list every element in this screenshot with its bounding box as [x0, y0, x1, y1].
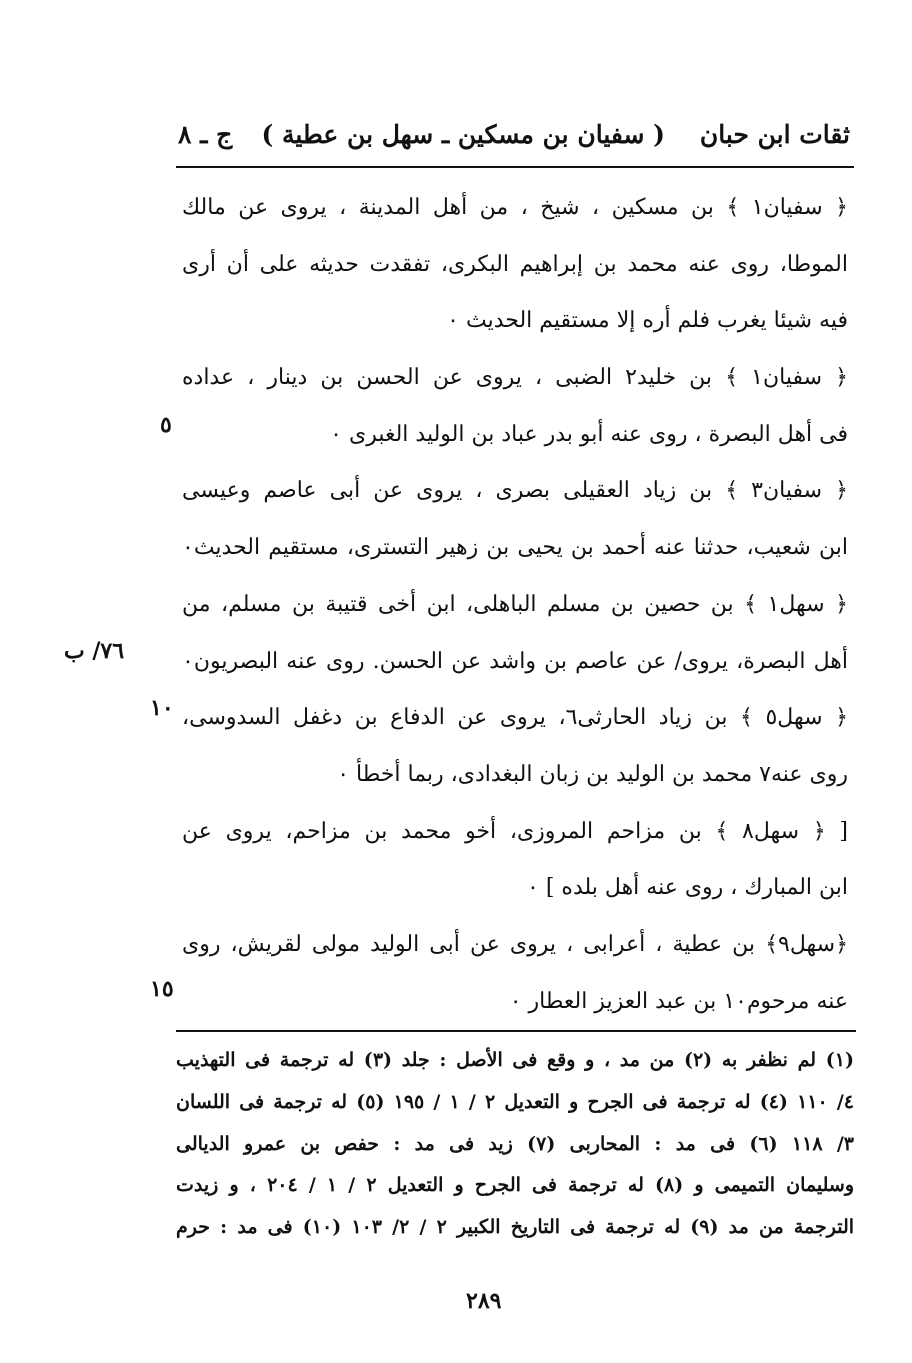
line-marker-10: ١٠ [150, 695, 174, 721]
main-text [182, 180, 848, 1030]
footnote-rule [176, 1030, 856, 1032]
text-line: ابن شعيب، حدثنا عنه أحمد بن يحيى بن زهير التسترى، مستقيم الحديث٠ [182, 535, 848, 561]
text-line: ﴿ سفيان١ ﴾ بن خليد٢ الضبى ، يروى عن الحسن بن دينار ، عداده [182, 365, 848, 391]
header-rule [176, 166, 854, 168]
text-line: عنه مرحوم١٠ بن عبد العزيز العطار ٠ [509, 988, 848, 1014]
text-line: أهل البصرة، يروى/ عن عاصم بن واشد عن الحسن. روى عنه البصريون٠ [182, 648, 848, 674]
volume-number: ج ـ ٨ [178, 120, 233, 149]
text-line: ﴿ سفيان١ ﴾ بن مسكين ، شيخ ، من أهل المدينة ، يروى عن مالك [182, 195, 848, 220]
text-line: ابن المبارك ، روى عنه أهل بلده ] ٠ [527, 875, 848, 901]
folio-marker: ٧٦/ ب [64, 638, 125, 664]
text-line: [ ﴿ سهل٨ ﴾ بن مزاحم المروزى، أخو محمد بن مزاحم، يروى عن [182, 818, 848, 844]
running-header [178, 120, 850, 166]
text-line: الموطا، روى عنه محمد بن إبراهيم البكرى، تفقدت حديثه على أن أرى [182, 251, 848, 277]
text-line: ﴿ سفيان٣ ﴾ بن زياد العقيلى بصرى ، يروى عن أبى عاصم وعيسى [182, 478, 848, 504]
footnotes [176, 1040, 854, 1249]
footnote-line: (١) لم نظفر به (٢) من مد ، و وقع فى الأصل : جلد (٣) له ترجمة فى التهذيب [176, 1049, 854, 1071]
line-marker-15: ١٥ [150, 976, 174, 1002]
text-line: ﴿سهل٩﴾ بن عطية ، أعرابى ، يروى عن أبى الوليد مولى لقريش، روى [182, 931, 848, 957]
footnote-line: الترجمة من مد (٩) له ترجمة فى التاريخ الكبير ٢ / ٢/ ١٠٣ (١٠) فى مد : حرم [176, 1216, 854, 1239]
page-number: ٢٨٩ [466, 1288, 502, 1314]
footnote-line: وسليمان التميمى و (٨) له ترجمة فى الجرح و التعديل ٢ / ١ / ٢٠٤ ، و زيدت [176, 1174, 854, 1197]
line-marker-5: ٥ [160, 412, 172, 438]
footnote-line: ٤/ ١١٠ (٤) له ترجمة فى الجرح و التعديل ٢ / ١ / ١٩٥ (٥) له ترجمة فى اللسان [176, 1090, 854, 1113]
text-line: فى أهل البصرة ، روى عنه أبو بدر عباد بن الوليد الغبرى ٠ [330, 421, 848, 447]
text-line: ﴿ سهل١ ﴾ بن حصين بن مسلم الباهلى، ابن أخى قتيبة بن مسلم، من [182, 591, 848, 617]
book-title: ثقات ابن حبان [699, 120, 850, 149]
entry-range: ( سفيان بن مسكين ـ سهل بن عطية ) [261, 120, 665, 149]
text-line: روى عنه٧ محمد بن الوليد بن زبان البغدادى، ربما أخطأ ٠ [337, 761, 848, 787]
footnote-line: ٣/ ١١٨ (٦) فى مد : المحاربى (٧) زيد فى مد : حفص بن عمرو الديالى [176, 1132, 854, 1155]
text-line: ﴿ سهل٥ ﴾ بن زياد الحارثى٦، يروى عن الدفاع بن دغفل السدوسى، [182, 705, 848, 731]
text-line: فيه شيئا يغرب فلم أره إلا مستقيم الحديث ٠ [447, 308, 848, 334]
